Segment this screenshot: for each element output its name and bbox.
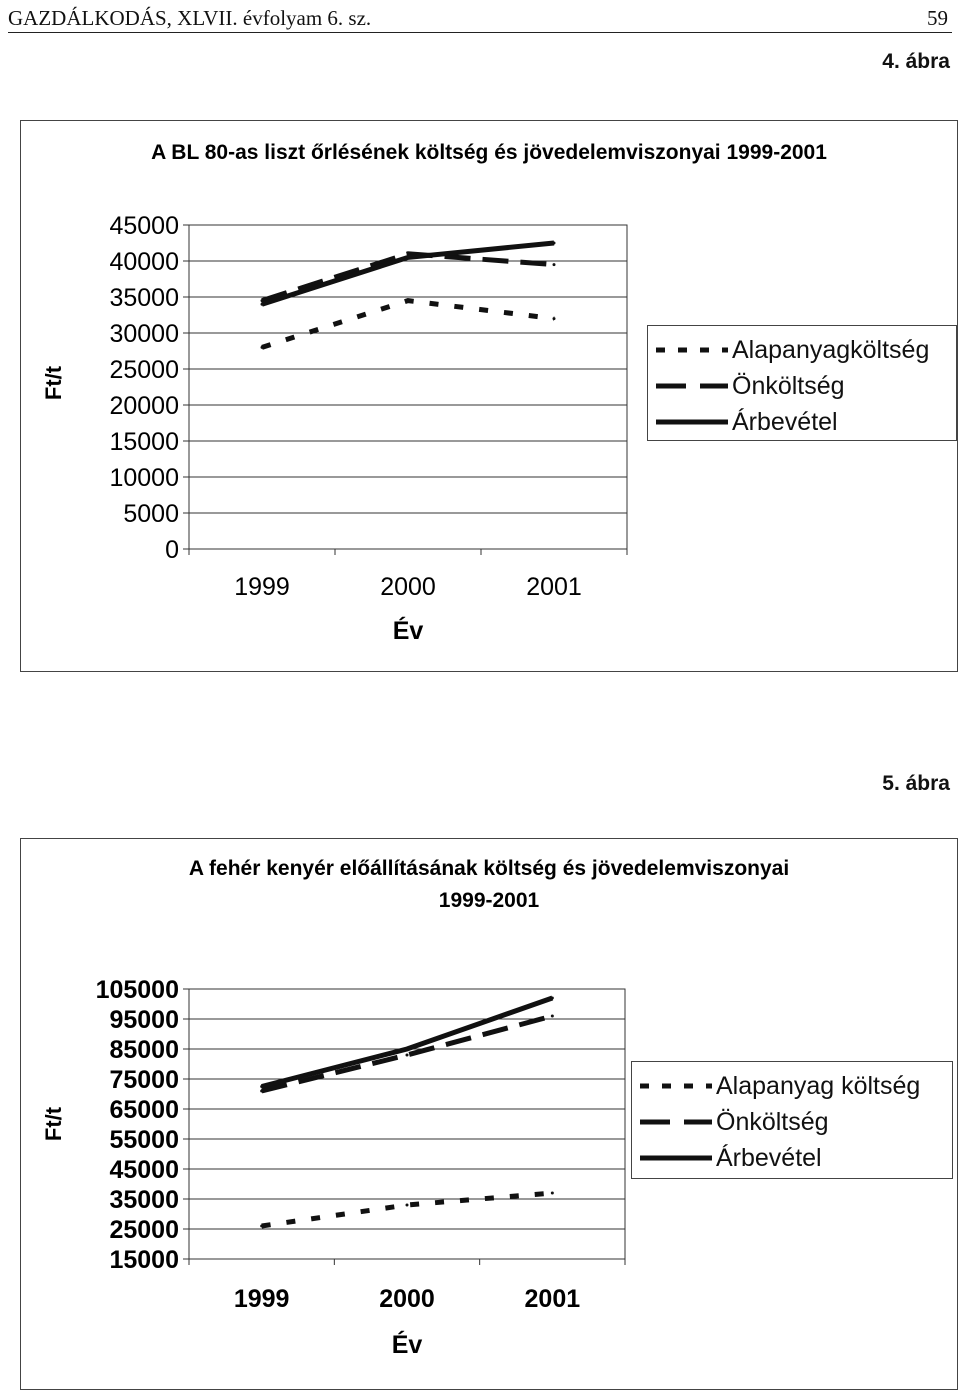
legend-swatch	[638, 1104, 714, 1140]
chart-title: 1999-2001	[438, 889, 540, 912]
y-tick-label: 85000	[109, 1036, 179, 1064]
data-point	[261, 303, 264, 306]
data-point	[406, 1204, 409, 1207]
y-tick-label: 30000	[109, 320, 179, 348]
data-point	[551, 1015, 554, 1018]
legend-swatch	[654, 332, 730, 368]
legend-swatch	[654, 404, 730, 440]
legend-swatch	[638, 1068, 714, 1104]
data-point	[261, 346, 264, 349]
y-tick-label: 25000	[109, 1216, 179, 1244]
y-tick-label: 35000	[109, 1186, 179, 1214]
data-point	[551, 997, 554, 1000]
data-point	[407, 256, 410, 259]
y-tick-label: 15000	[109, 428, 179, 456]
data-point	[406, 1048, 409, 1051]
legend-swatch	[654, 368, 730, 404]
y-axis-label: Ft/t	[41, 365, 66, 401]
data-point	[553, 263, 556, 266]
y-tick-label: 65000	[109, 1096, 179, 1124]
y-tick-label: 55000	[109, 1126, 179, 1154]
data-point	[551, 1192, 554, 1195]
y-tick-label: 20000	[109, 392, 179, 420]
plot-area	[189, 989, 625, 1259]
y-tick-label: 5000	[123, 500, 179, 528]
page-number: 59	[927, 6, 948, 30]
legend-item	[648, 404, 956, 440]
data-point	[553, 242, 556, 245]
journal-title: GAZDÁLKODÁS, XLVII. évfolyam 6. sz.	[8, 6, 372, 30]
legend	[631, 1061, 953, 1179]
y-tick-label: 45000	[109, 212, 179, 240]
x-tick-label: 1999	[234, 573, 290, 601]
x-axis-label: Év	[392, 617, 424, 645]
figure-4-label: 4. ábra	[882, 50, 950, 73]
series-line	[262, 998, 553, 1087]
data-point	[260, 1085, 263, 1088]
y-axis-label: Ft/t	[41, 1106, 66, 1142]
legend-label: Árbevétel	[732, 408, 838, 436]
legend-label: Önköltség	[732, 372, 845, 400]
x-tick-label: 2001	[524, 1285, 581, 1313]
legend-label: Önköltség	[716, 1108, 829, 1136]
data-point	[407, 299, 410, 302]
y-tick-label: 10000	[109, 464, 179, 492]
legend	[647, 325, 957, 441]
y-tick-label: 95000	[109, 1006, 179, 1034]
data-point	[553, 317, 556, 320]
x-tick-label: 2001	[526, 573, 582, 601]
page-header	[8, 2, 952, 33]
figure-5-chart	[20, 838, 958, 1390]
y-tick-label: 0	[165, 536, 179, 564]
legend-label: Alapanyag költség	[716, 1072, 921, 1100]
x-tick-label: 1999	[233, 1285, 290, 1313]
chart-title: A BL 80-as liszt őrlésének költség és jövedelemviszonyai 1999-2001	[151, 141, 827, 164]
legend-item	[632, 1068, 952, 1104]
figure-4-chart	[20, 120, 958, 672]
y-tick-label: 40000	[109, 248, 179, 276]
series-line	[262, 301, 554, 348]
legend-item	[632, 1104, 952, 1140]
y-tick-label: 25000	[109, 356, 179, 384]
plot-area	[189, 225, 627, 549]
data-point	[260, 1090, 263, 1093]
legend-item	[632, 1140, 952, 1176]
legend-swatch	[638, 1140, 714, 1176]
series-line	[262, 1193, 553, 1226]
legend-item	[648, 368, 956, 404]
legend-item	[648, 332, 956, 368]
data-point	[260, 1225, 263, 1228]
figure-5-label: 5. ábra	[882, 772, 950, 795]
data-point	[406, 1054, 409, 1057]
legend-label: Alapanyagköltség	[732, 336, 930, 364]
y-tick-label: 75000	[109, 1066, 179, 1094]
chart-title: A fehér kenyér előállításának költség és jövedelemviszonyai	[188, 857, 790, 880]
x-tick-label: 2000	[379, 1285, 435, 1313]
y-tick-label: 45000	[109, 1156, 179, 1184]
legend-label: Árbevétel	[716, 1144, 822, 1172]
y-tick-label: 15000	[109, 1246, 179, 1274]
x-tick-label: 2000	[380, 573, 436, 601]
x-axis-label: Év	[391, 1331, 423, 1359]
y-tick-label: 105000	[95, 976, 179, 1004]
y-tick-label: 35000	[109, 284, 179, 312]
